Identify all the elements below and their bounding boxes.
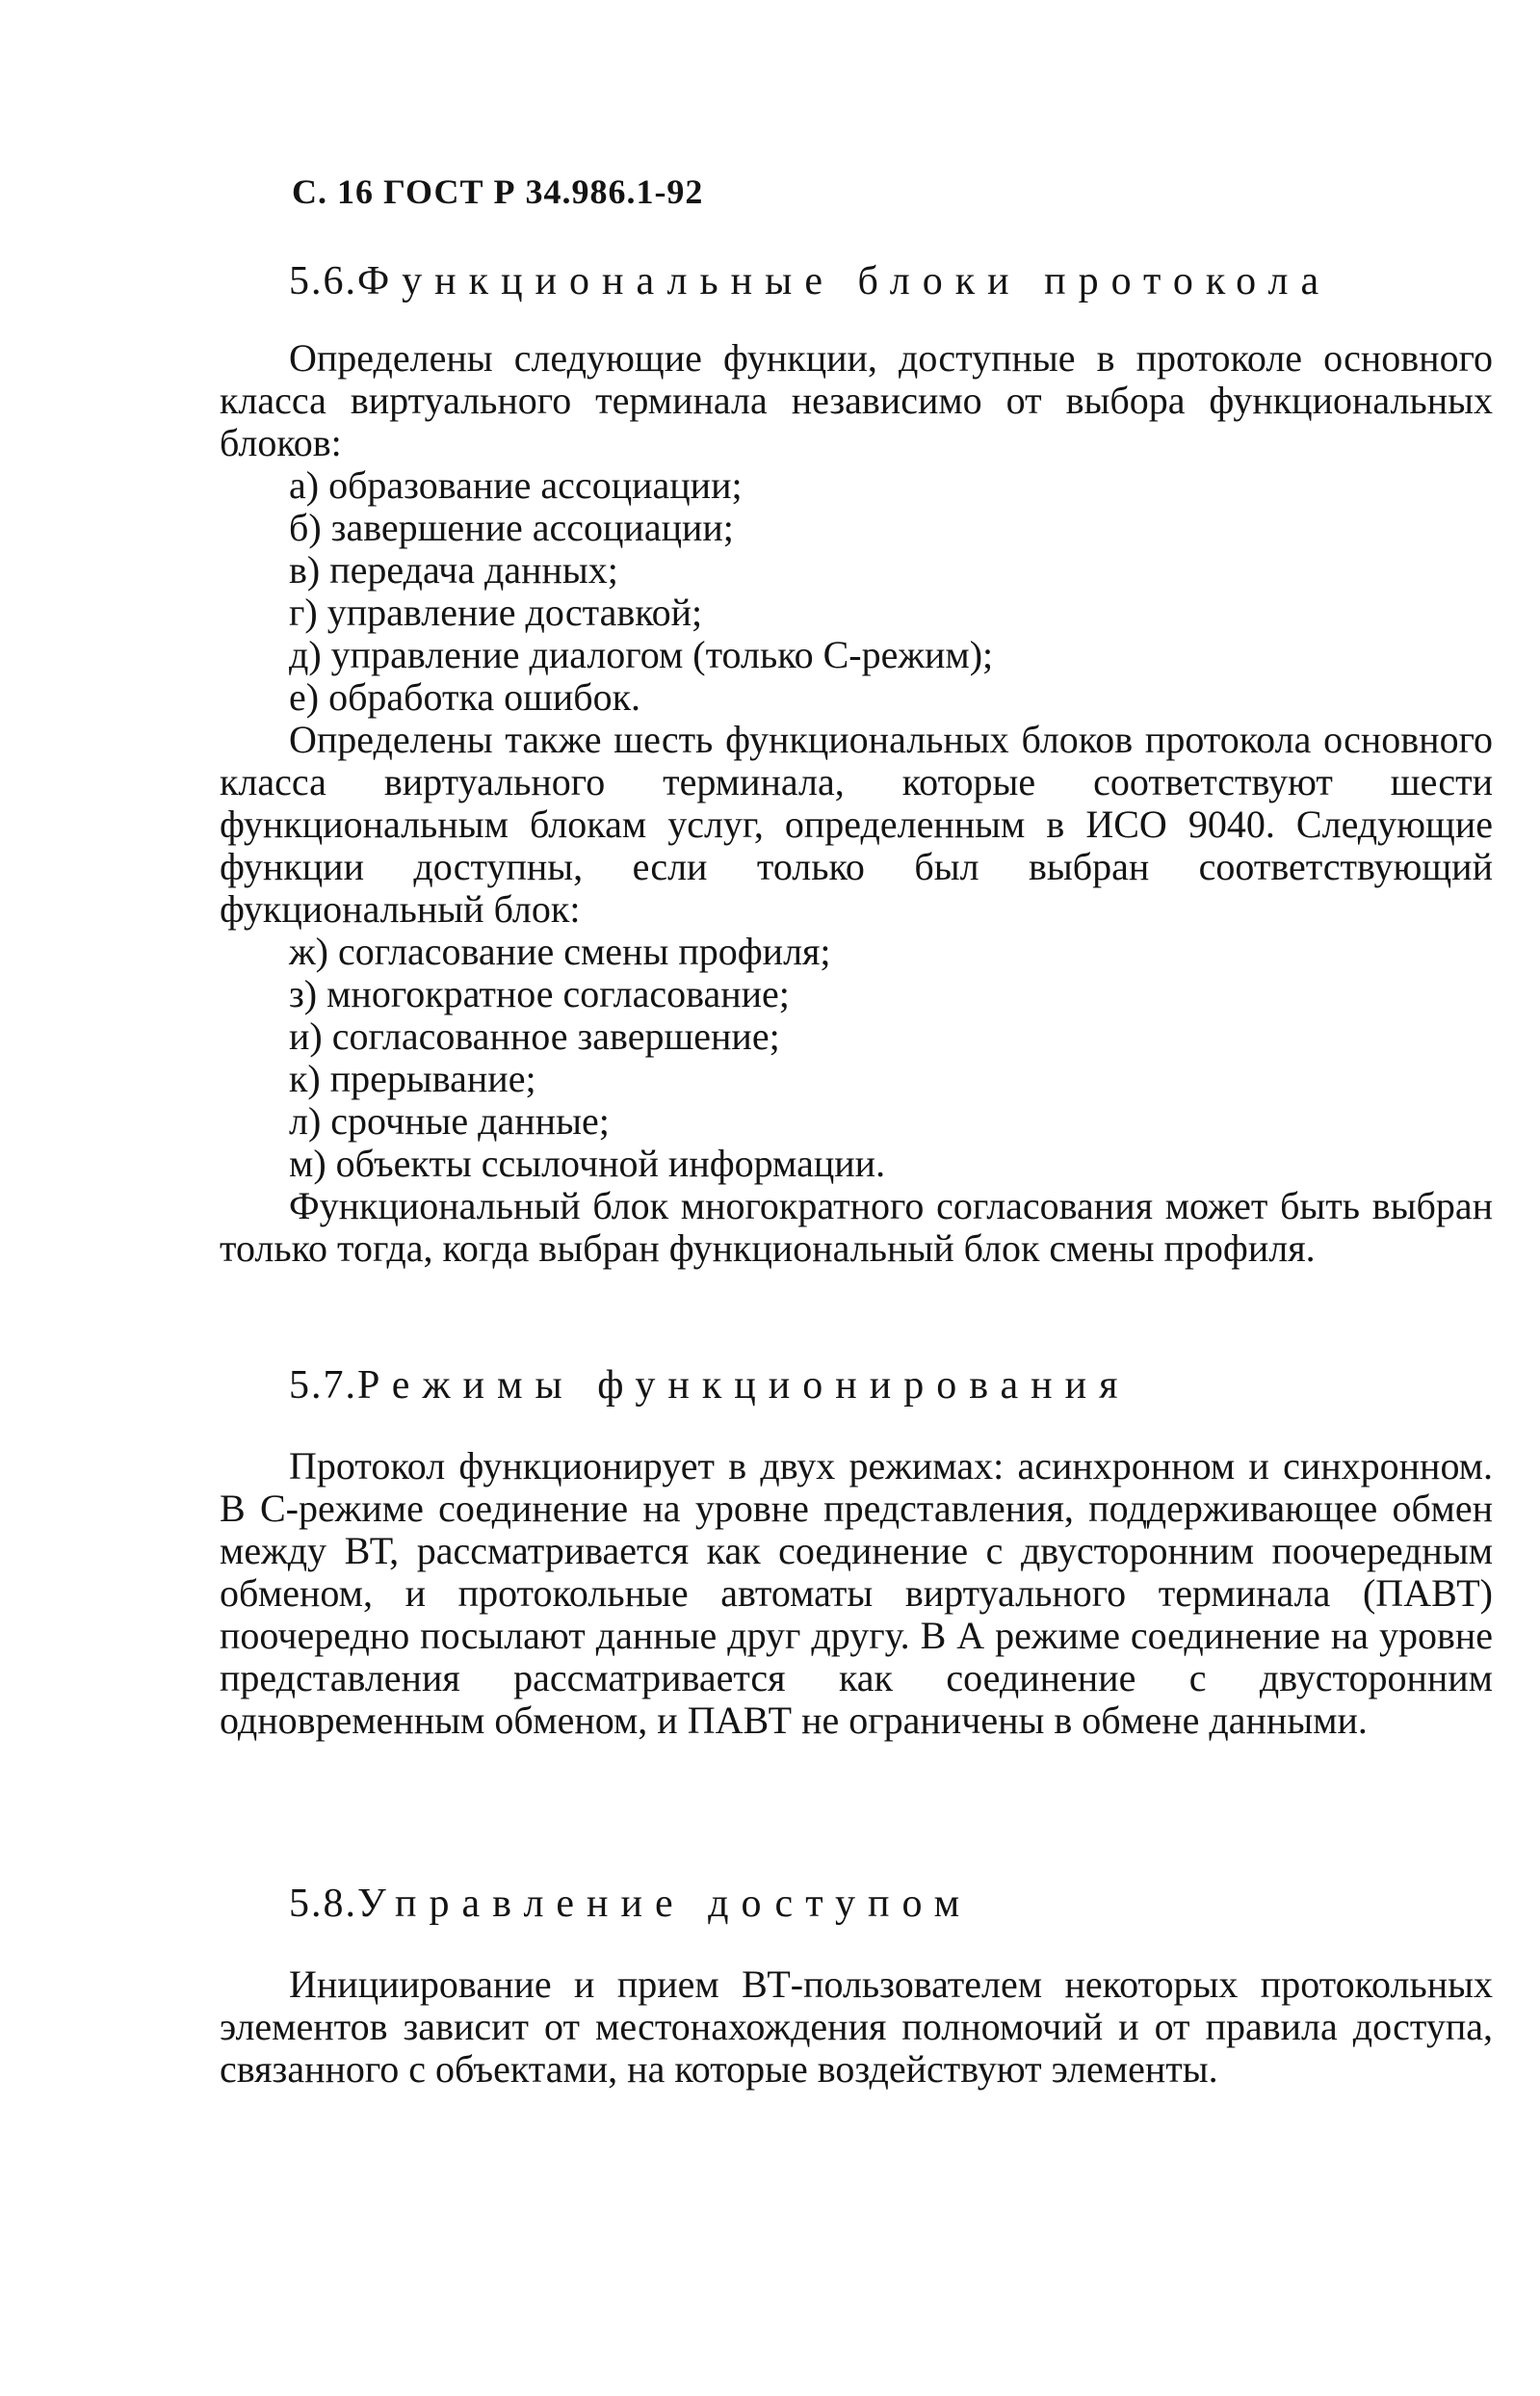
section-title: Управление доступом xyxy=(357,1882,973,1926)
paragraph: Протокол функционирует в двух режимах: асинхронном и синхронном. В С-режиме соединение на уровне представления, поддерживающее обмен между ВТ, рассматривается как соединение с двусторонним поочередным обменом, и протокольные автоматы виртуального терминала (ПАВТ) поочередно посылают данные друг другу. В А режиме соединение на уровне представления рассматривается как соединение с двусторонним одновременным обменом, и ПАВТ не ограничены в обмене данными. xyxy=(220,1444,1493,1742)
list-item: и) согласованное завершение; xyxy=(289,1014,780,1058)
list-item: ж) согласование смены профиля; xyxy=(289,930,831,973)
list-item: б) завершение ассоциации; xyxy=(289,506,734,549)
section-title: Режимы функционирования xyxy=(357,1363,1131,1408)
list-item: л) срочные данные; xyxy=(289,1099,610,1143)
paragraph: Определены следующие функции, доступные в протоколе основного класса виртуального терминала независимо от выбора функциональных блоков: xyxy=(220,336,1493,464)
page-header: С. 16 ГОСТ Р 34.986.1-92 xyxy=(292,172,704,211)
section-number: 5.7. xyxy=(289,1363,357,1408)
list-item: в) передача данных; xyxy=(289,548,618,592)
section-number: 5.8. xyxy=(289,1882,357,1926)
list-item: к) прерывание; xyxy=(289,1057,536,1100)
section-title: Функциональные блоки протокола xyxy=(357,259,1332,303)
list-item: г) управление доставкой; xyxy=(289,591,703,634)
list-item: д) управление диалогом (только С-режим); xyxy=(289,633,994,676)
paragraph: Функциональный блок многократного согласования может быть выбран только тогда, когда выбран функциональный блок смены профиля. xyxy=(220,1184,1493,1270)
section-heading-5-7 xyxy=(289,1362,1130,1409)
section-number: 5.6. xyxy=(289,259,357,303)
paragraph: Определены также шесть функциональных блоков протокола основного класса виртуального терминала, которые соответствуют шести функциональным блокам услуг, определенным в ИСО 9040. Следующие функции доступны, если только был выбран соответствующий фукциональный блок: xyxy=(220,718,1493,931)
section-body-5-8 xyxy=(220,1963,1493,2091)
paragraph: Инициирование и прием ВТ-пользователем некоторых протокольных элементов зависит от местонахождения полномочий и от правила доступа, связанного с объектами, на которые воздействуют элементы. xyxy=(220,1962,1493,2091)
section-heading-5-8 xyxy=(289,1881,972,1927)
list-item: м) объекты ссылочной информации. xyxy=(289,1142,886,1185)
section-body-5-7 xyxy=(220,1445,1493,1742)
list-item: е) обработка ошибок. xyxy=(289,675,641,719)
list-item: з) многократное согласование; xyxy=(289,972,790,1015)
list-item: а) образование ассоциации; xyxy=(289,463,743,507)
section-heading-5-6 xyxy=(289,258,1331,304)
section-body-5-6 xyxy=(220,337,1493,1270)
